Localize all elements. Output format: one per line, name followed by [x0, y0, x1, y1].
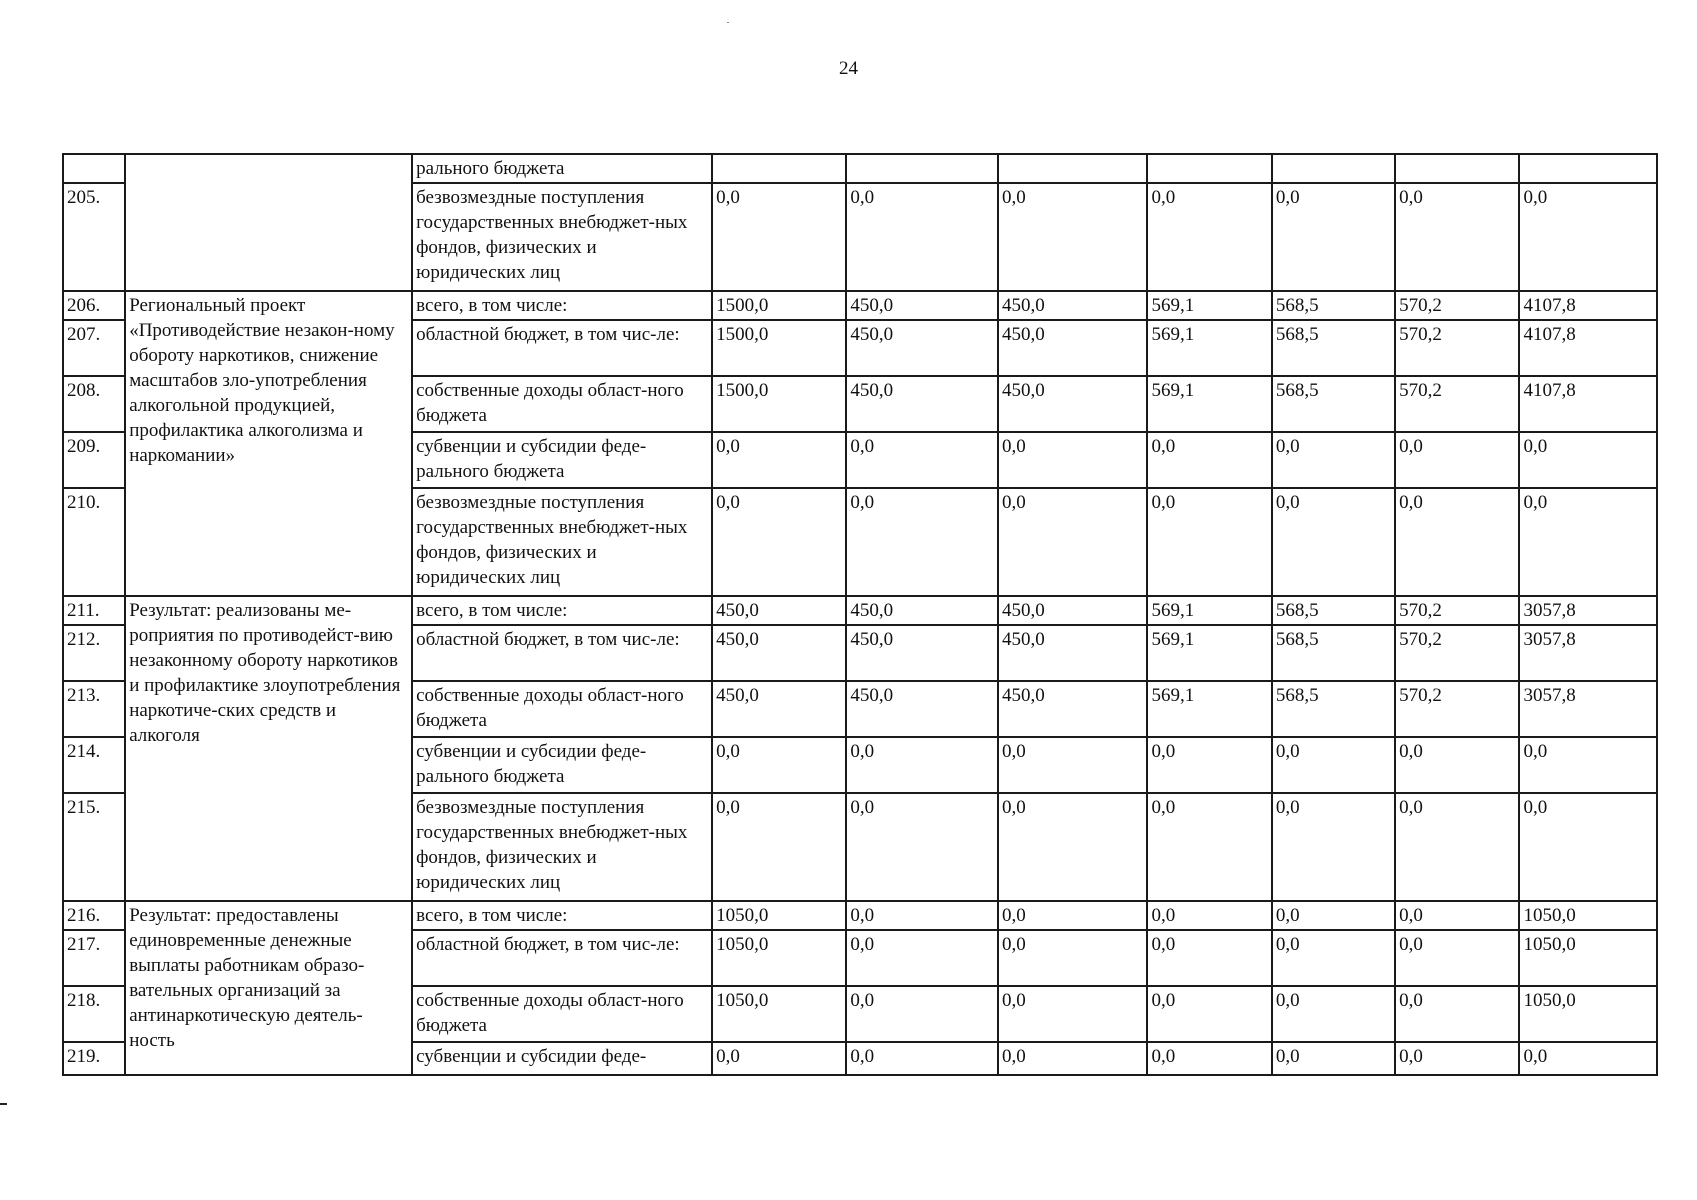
amount-cell: 0,0	[1395, 488, 1519, 596]
amount-cell: 0,0	[1519, 737, 1657, 793]
amount-cell: 3057,8	[1519, 625, 1657, 681]
amount-cell: 0,0	[1519, 432, 1657, 488]
amount-cell	[998, 154, 1147, 183]
amount-cell: 0,0	[1395, 1042, 1519, 1075]
amount-cell: 0,0	[1272, 793, 1395, 901]
amount-cell: 569,1	[1147, 596, 1271, 625]
amount-cell: 450,0	[846, 681, 998, 737]
amount-cell: 570,2	[1395, 596, 1519, 625]
row-number: 205.	[63, 183, 125, 291]
funding-source: безвозмездные поступления государственных внебюджет-ных фондов, физических и юридических лиц	[412, 183, 712, 291]
amount-cell: 0,0	[998, 901, 1147, 930]
amount-cell	[712, 154, 846, 183]
table-row	[63, 596, 1657, 625]
amount-cell: 0,0	[998, 986, 1147, 1042]
amount-cell	[1272, 154, 1395, 183]
amount-cell: 0,0	[1395, 183, 1519, 291]
amount-cell: 568,5	[1272, 625, 1395, 681]
amount-cell: 0,0	[1272, 183, 1395, 291]
funding-source: собственные доходы област-ного бюджета	[412, 376, 712, 432]
funding-source: субвенции и субсидии феде-рального бюджета	[412, 737, 712, 793]
amount-cell: 0,0	[1272, 488, 1395, 596]
page-number: 24	[839, 58, 858, 79]
row-number: 211.	[63, 596, 125, 625]
amount-cell: 1500,0	[712, 291, 846, 320]
amount-cell: 0,0	[1147, 432, 1271, 488]
amount-cell: 0,0	[846, 930, 998, 986]
funding-source: субвенции и субсидии феде-рального бюджета	[412, 432, 712, 488]
funding-source: собственные доходы област-ного бюджета	[412, 681, 712, 737]
amount-cell: 0,0	[712, 183, 846, 291]
row-number: 212.	[63, 625, 125, 681]
row-number: 214.	[63, 737, 125, 793]
amount-cell: 450,0	[998, 376, 1147, 432]
amount-cell: 450,0	[712, 596, 846, 625]
amount-cell: 0,0	[846, 432, 998, 488]
row-number: 216.	[63, 901, 125, 930]
amount-cell: 450,0	[998, 625, 1147, 681]
amount-cell: 0,0	[1147, 901, 1271, 930]
project-name	[125, 154, 412, 291]
table-body	[63, 154, 1657, 1075]
amount-cell: 0,0	[998, 488, 1147, 596]
funding-source: безвозмездные поступления государственных внебюджет-ных фондов, физических и юридических лиц	[412, 793, 712, 901]
row-number: 217.	[63, 930, 125, 986]
amount-cell: 450,0	[846, 596, 998, 625]
amount-cell: 569,1	[1147, 291, 1271, 320]
funding-source: всего, в том числе:	[412, 901, 712, 930]
funding-source: безвозмездные поступления государственных внебюджет-ных фондов, физических и юридических лиц	[412, 488, 712, 596]
project-name: Региональный проект «Противодействие незакон-ному обороту наркотиков, снижение масштабов зло-употребления алкогольной продукцией, профилактика алкоголизма и наркомании»	[125, 291, 412, 596]
amount-cell: 0,0	[1395, 901, 1519, 930]
amount-cell: 0,0	[1519, 793, 1657, 901]
amount-cell: 1050,0	[1519, 901, 1657, 930]
funding-source: рального бюджета	[412, 154, 712, 183]
amount-cell: 570,2	[1395, 320, 1519, 376]
table-row	[63, 291, 1657, 320]
amount-cell: 450,0	[846, 320, 998, 376]
amount-cell: 450,0	[712, 625, 846, 681]
row-number: 213.	[63, 681, 125, 737]
amount-cell: 0,0	[1272, 737, 1395, 793]
amount-cell: 0,0	[1272, 1042, 1395, 1075]
amount-cell: 0,0	[998, 737, 1147, 793]
amount-cell: 1050,0	[712, 901, 846, 930]
amount-cell: 450,0	[846, 625, 998, 681]
amount-cell: 0,0	[998, 930, 1147, 986]
amount-cell: 0,0	[1395, 432, 1519, 488]
amount-cell: 450,0	[846, 376, 998, 432]
amount-cell: 0,0	[1147, 930, 1271, 986]
amount-cell: 4107,8	[1519, 291, 1657, 320]
amount-cell: 4107,8	[1519, 320, 1657, 376]
table-row	[63, 901, 1657, 930]
amount-cell: 569,1	[1147, 376, 1271, 432]
amount-cell: 0,0	[1395, 737, 1519, 793]
amount-cell: 0,0	[1272, 986, 1395, 1042]
amount-cell: 0,0	[846, 793, 998, 901]
amount-cell: 568,5	[1272, 320, 1395, 376]
amount-cell: 570,2	[1395, 681, 1519, 737]
amount-cell: 4107,8	[1519, 376, 1657, 432]
margin-mark	[0, 1103, 7, 1105]
amount-cell: 568,5	[1272, 376, 1395, 432]
scan-speck	[727, 22, 729, 23]
row-number: 215.	[63, 793, 125, 901]
amount-cell: 569,1	[1147, 625, 1271, 681]
amount-cell: 0,0	[846, 986, 998, 1042]
amount-cell: 570,2	[1395, 291, 1519, 320]
row-number: 208.	[63, 376, 125, 432]
amount-cell: 0,0	[1519, 183, 1657, 291]
amount-cell: 0,0	[846, 1042, 998, 1075]
row-number	[63, 154, 125, 183]
project-name: Результат: реализованы ме-роприятия по противодейст-вию незаконному обороту наркотиков и профилактике злоупотребления наркотиче-ских средств и алкоголя	[125, 596, 412, 901]
amount-cell: 450,0	[998, 291, 1147, 320]
row-number: 207.	[63, 320, 125, 376]
amount-cell: 1050,0	[1519, 930, 1657, 986]
amount-cell: 0,0	[1272, 901, 1395, 930]
amount-cell: 0,0	[846, 737, 998, 793]
amount-cell: 0,0	[1272, 930, 1395, 986]
amount-cell: 0,0	[998, 183, 1147, 291]
amount-cell: 0,0	[998, 793, 1147, 901]
funding-source: собственные доходы област-ного бюджета	[412, 986, 712, 1042]
amount-cell: 0,0	[1147, 1042, 1271, 1075]
amount-cell: 450,0	[998, 681, 1147, 737]
amount-cell: 0,0	[712, 793, 846, 901]
amount-cell: 0,0	[1272, 432, 1395, 488]
amount-cell	[1395, 154, 1519, 183]
row-number: 206.	[63, 291, 125, 320]
amount-cell: 0,0	[846, 901, 998, 930]
amount-cell: 0,0	[846, 488, 998, 596]
amount-cell: 1050,0	[1519, 986, 1657, 1042]
amount-cell: 450,0	[712, 681, 846, 737]
amount-cell: 0,0	[1519, 1042, 1657, 1075]
amount-cell: 1050,0	[712, 930, 846, 986]
amount-cell: 3057,8	[1519, 596, 1657, 625]
row-number: 218.	[63, 986, 125, 1042]
amount-cell: 3057,8	[1519, 681, 1657, 737]
amount-cell: 0,0	[1395, 986, 1519, 1042]
funding-source: всего, в том числе:	[412, 596, 712, 625]
amount-cell: 568,5	[1272, 291, 1395, 320]
amount-cell: 1050,0	[712, 986, 846, 1042]
funding-source: субвенции и субсидии феде-	[412, 1042, 712, 1075]
amount-cell: 569,1	[1147, 681, 1271, 737]
funding-source: областной бюджет, в том чис-ле:	[412, 930, 712, 986]
row-number: 210.	[63, 488, 125, 596]
amount-cell: 0,0	[712, 432, 846, 488]
budget-table	[62, 153, 1658, 1076]
table-row	[63, 154, 1657, 183]
amount-cell: 0,0	[712, 1042, 846, 1075]
amount-cell: 0,0	[1147, 183, 1271, 291]
amount-cell: 0,0	[998, 1042, 1147, 1075]
amount-cell: 0,0	[1395, 930, 1519, 986]
amount-cell: 0,0	[1395, 793, 1519, 901]
amount-cell: 1500,0	[712, 376, 846, 432]
amount-cell: 0,0	[998, 432, 1147, 488]
row-number: 209.	[63, 432, 125, 488]
amount-cell: 570,2	[1395, 376, 1519, 432]
project-name: Результат: предоставлены единовременные денежные выплаты работникам образо-вательных организаций за антинаркотическую деятель-ность	[125, 901, 412, 1075]
amount-cell: 450,0	[846, 291, 998, 320]
amount-cell: 450,0	[998, 596, 1147, 625]
amount-cell: 0,0	[712, 488, 846, 596]
amount-cell: 0,0	[1147, 793, 1271, 901]
amount-cell: 450,0	[998, 320, 1147, 376]
funding-source: всего, в том числе:	[412, 291, 712, 320]
amount-cell	[846, 154, 998, 183]
amount-cell: 569,1	[1147, 320, 1271, 376]
amount-cell: 0,0	[1519, 488, 1657, 596]
funding-source: областной бюджет, в том чис-ле:	[412, 625, 712, 681]
amount-cell: 1500,0	[712, 320, 846, 376]
row-number: 219.	[63, 1042, 125, 1075]
amount-cell: 568,5	[1272, 681, 1395, 737]
amount-cell: 0,0	[1147, 488, 1271, 596]
amount-cell: 0,0	[1147, 737, 1271, 793]
funding-source: областной бюджет, в том чис-ле:	[412, 320, 712, 376]
amount-cell: 0,0	[1147, 986, 1271, 1042]
amount-cell	[1519, 154, 1657, 183]
amount-cell: 570,2	[1395, 625, 1519, 681]
amount-cell: 568,5	[1272, 596, 1395, 625]
amount-cell: 0,0	[712, 737, 846, 793]
amount-cell	[1147, 154, 1271, 183]
amount-cell: 0,0	[846, 183, 998, 291]
